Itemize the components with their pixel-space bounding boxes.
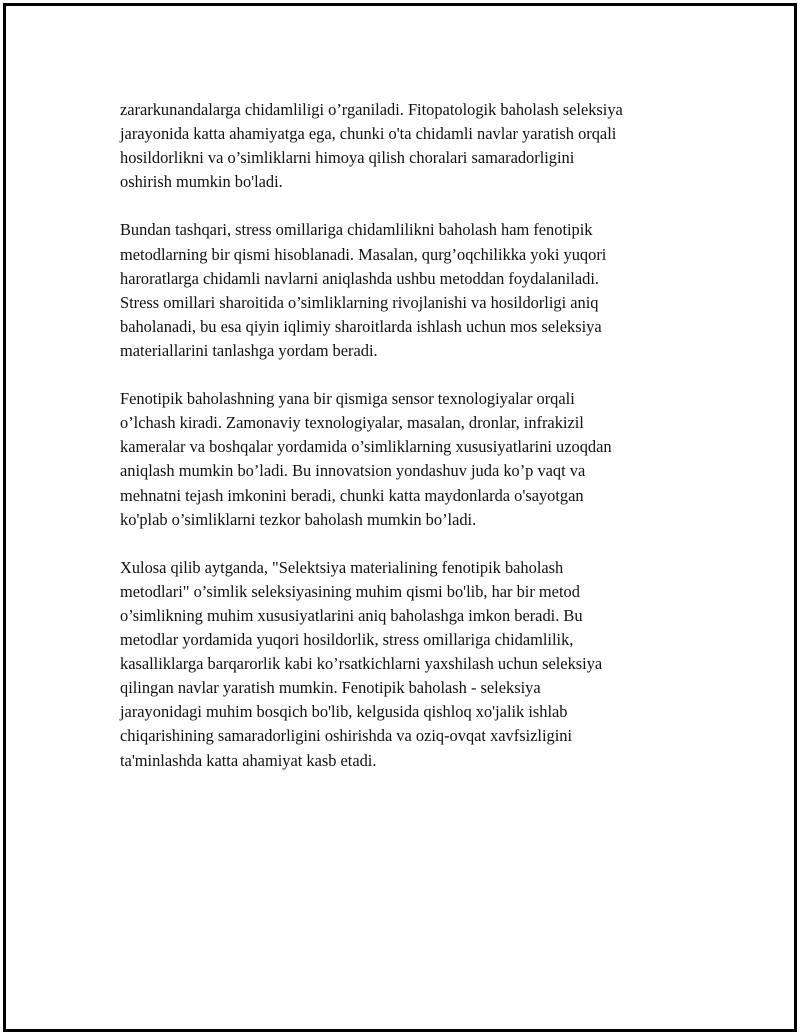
paragraph-2 xyxy=(120,218,700,363)
text-line: Xulosa qilib aytganda, "Selektsiya materialining fenotipik baholash xyxy=(120,557,564,577)
text-line: jarayonida katta ahamiyatga ega, chunki o'ta chidamli navlar yaratish orqali xyxy=(120,124,617,144)
text-line: haroratlarga chidamli navlarni aniqlashda ushbu metoddan foydalaniladi. xyxy=(120,268,599,288)
text-line: jarayonidagi muhim bosqich bo'lib, kelgusida qishloq xo'jalik ishlab xyxy=(120,702,568,722)
text-line: kameralar va boshqalar yordamida o’simliklarning xususiyatlarini uzoqdan xyxy=(120,437,612,457)
text-line: o’lchash kiradi. Zamonaviy texnologiyalar, masalan, dronlar, infrakizil xyxy=(120,413,584,433)
paragraph-1 xyxy=(120,98,700,194)
paragraph-3 xyxy=(120,387,700,532)
text-line: ko'plab o’simliklarni tezkor baholash mumkin bo’ladi. xyxy=(120,509,477,529)
text-line: qilingan navlar yaratish mumkin. Fenotipik baholash - seleksiya xyxy=(120,678,541,698)
text-line: baholanadi, bu esa qiyin iqlimiy sharoitlarda ishlash uchun mos seleksiya xyxy=(120,316,602,336)
paragraph-4 xyxy=(120,556,700,773)
page-frame xyxy=(3,3,797,1032)
text-line: metodlari" o’simlik seleksiyasining muhim qismi bo'lib, har bir metod xyxy=(120,581,580,601)
text-line: o’simlikning muhim xususiyatlarini aniq baholashga imkon beradi. Bu xyxy=(120,605,583,625)
text-line: chiqarishining samaradorligini oshirishda va oziq-ovqat xavfsizligini xyxy=(120,726,573,746)
text-line: mehnatni tejash imkonini beradi, chunki katta maydonlarda o'sayotgan xyxy=(120,485,584,505)
text-line: metodlarning bir qismi hisoblanadi. Masalan, qurg’oqchilikka yoki yuqori xyxy=(120,244,607,264)
text-line: metodlar yordamida yuqori hosildorlik, stress omillariga chidamlilik, xyxy=(120,630,574,650)
text-line: ta'minlashda katta ahamiyat kasb etadi. xyxy=(120,750,377,770)
text-line: materiallarini tanlashga yordam beradi. xyxy=(120,340,378,360)
text-line: Fenotipik baholashning yana bir qismiga sensor texnologiyalar orqali xyxy=(120,389,575,409)
document-body xyxy=(120,98,700,797)
text-line: Stress omillari sharoitida o’simliklarning rivojlanishi va hosildorligi aniq xyxy=(120,292,599,312)
text-line: hosildorlikni va o’simliklarni himoya qilish choralari samaradorligini xyxy=(120,148,575,168)
text-line: zararkunandalarga chidamliligi o’rganiladi. Fitopatologik baholash seleksiya xyxy=(120,100,623,119)
text-line: oshirish mumkin bo'ladi. xyxy=(120,172,283,192)
text-line: aniqlash mumkin bo’ladi. Bu innovatsion yondashuv juda ko’p vaqt va xyxy=(120,461,586,481)
text-line: kasalliklarga barqarorlik kabi ko’rsatkichlarni yaxshilash uchun seleksiya xyxy=(120,654,603,674)
text-line: Bundan tashqari, stress omillariga chidamlilikni baholash ham fenotipik xyxy=(120,220,593,240)
